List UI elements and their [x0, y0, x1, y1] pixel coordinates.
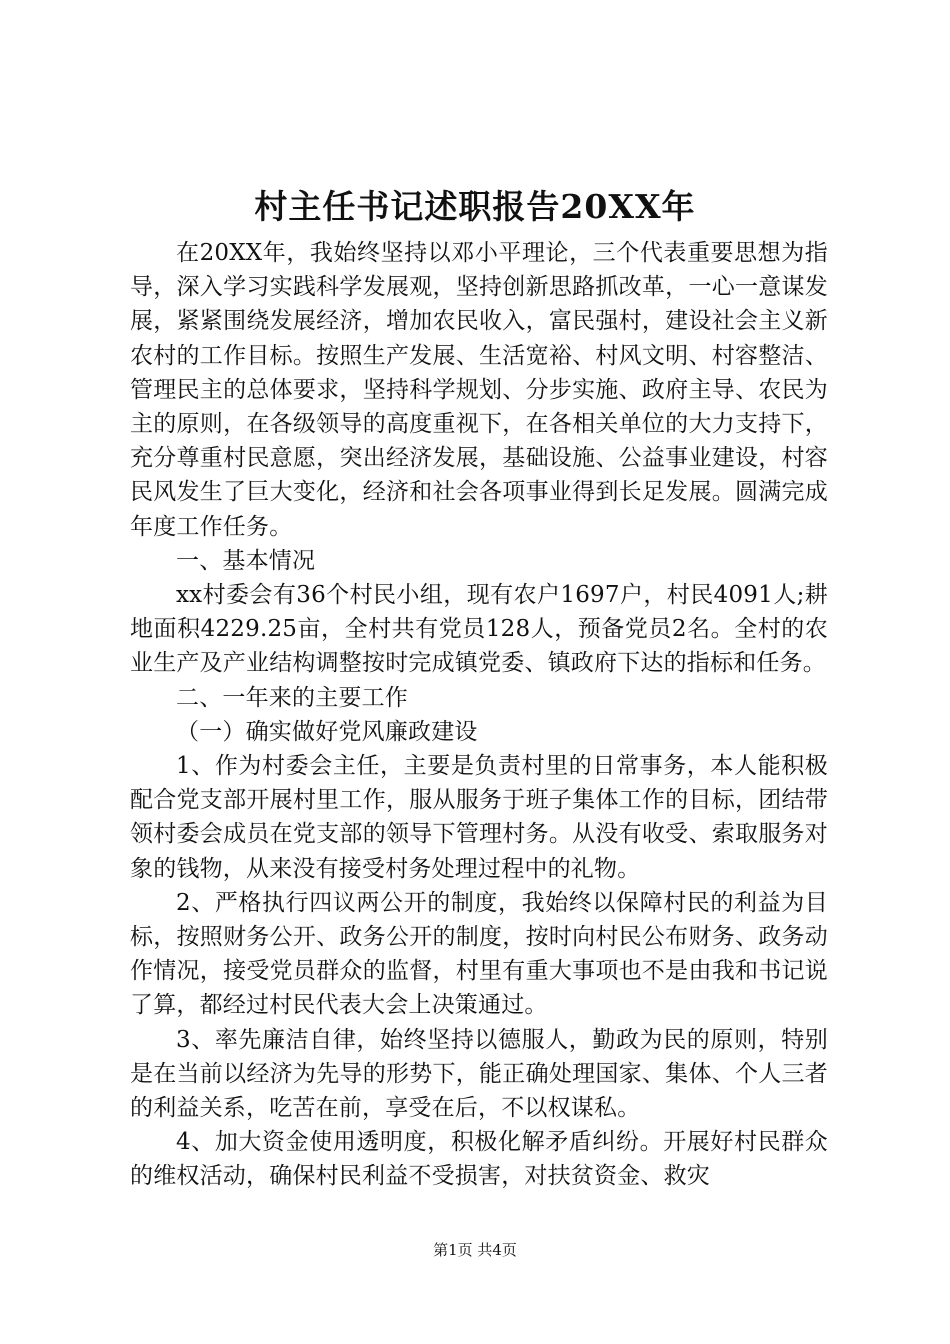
document-title: 村主任书记述职报告20XX年: [254, 187, 696, 226]
paragraph-item-4: 4、加大资金使用透明度，积极化解矛盾纠纷。开展好村民群众的维权活动，确保村民利益不受损害，对扶贫资金、救灾: [130, 1129, 828, 1190]
paragraph-item-2: 2、严格执行四议两公开的制度，我始终以保障村民的利益为目标，按照财务公开、政务公开的制度，按时向村民公布财务、政务动作情况，接受党员群众的监督，村里有重大事项也不是由我和书记说了算，都经过村民代表大会上决策通过。: [130, 889, 828, 1019]
document-body: [130, 236, 828, 1194]
section-heading-main-work: 二、一年来的主要工作: [176, 684, 408, 711]
paragraph-intro: 在20XX年，我始终坚持以邓小平理论，三个代表重要思想为指导，深入学习实践科学发展观，坚持创新思路抓改革，一心一意谋发展，紧紧围绕发展经济，增加农民收入，富民强村，建设社会主义新农村的工作目标。按照生产发展、生活宽裕、村风文明、村容整洁、管理民主的总体要求，坚持科学规划、分步实施、政府主导、农民为主的原则，在各级领导的高度重视下，在各相关单位的大力支持下，充分尊重村民意愿，突出经济发展，基础设施、公益事业建设，村容民风发生了巨大变化，经济和社会各项事业得到长足发展。圆满完成年度工作任务。: [130, 240, 828, 540]
page-number-footer: 第1页 共4页: [433, 1241, 517, 1259]
paragraph-basic-situation: xx村委会有36个村民小组，现有农户1697户，村民4091人;耕地面积4229.25亩，全村共有党员128人，预备党员2名。全村的农业生产及产业结构调整按时完成镇党委、镇政府下达的指标和任务。: [130, 582, 828, 677]
paragraph-item-3: 3、率先廉洁自律，始终坚持以德服人，勤政为民的原则，特别是在当前以经济为先导的形势下，能正确处理国家、集体、个人三者的利益关系，吃苦在前，享受在后，不以权谋私。: [130, 1026, 828, 1122]
paragraph-item-1: 1、作为村委会主任，主要是负责村里的日常事务，本人能积极配合党支部开展村里工作，服从服务于班子集体工作的目标，团结带领村委会成员在党支部的领导下管理村务。从没有收受、索取服务对象的钱物，从来没有接受村务处理过程中的礼物。: [130, 753, 828, 882]
section-heading-basic-situation: 一、基本情况: [176, 547, 316, 574]
subsection-heading-party-integrity: （一）确实做好党风廉政建设: [176, 718, 478, 745]
